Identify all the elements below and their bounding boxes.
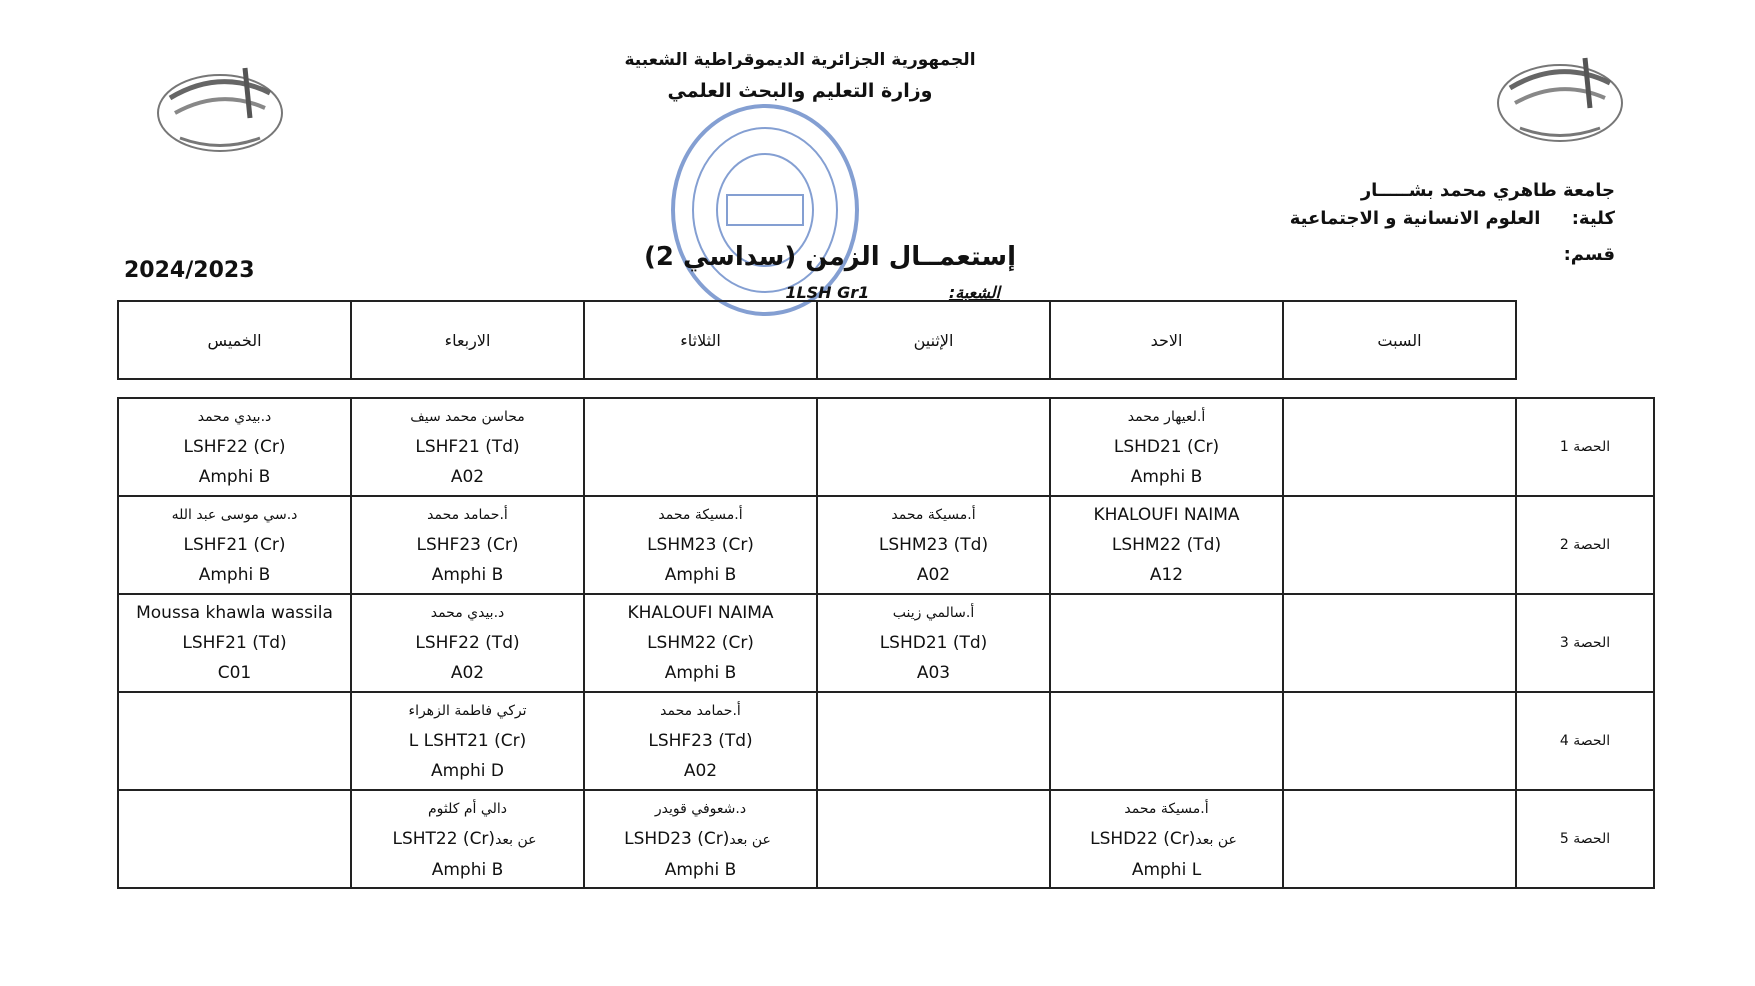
room-name: A02 [450,663,485,683]
teacher-name: KHALOUFI NAIMA [627,603,774,623]
teacher-name: Moussa khawla wassila [136,603,333,623]
course-code: LSHM23 (Td) [878,535,989,555]
days-header [117,300,1517,380]
room-name: Amphi D [431,761,504,781]
room-name: Amphi B [664,565,737,585]
schedule-cell [584,594,817,692]
faculty-line [1290,208,1615,229]
room-name: A02 [450,467,485,487]
teacher-name: KHALOUFI NAIMA [1093,505,1240,525]
day-thursday: الخميس [118,301,351,379]
slot-label: الحصة 3 [1516,594,1654,692]
day-wednesday: الاربعاء [351,301,584,379]
slot-label: الحصة 1 [1516,398,1654,496]
schedule-cell [1050,790,1283,888]
room-name: Amphi B [664,859,737,880]
schedule-cell [1283,398,1516,496]
schedule-cell [817,594,1050,692]
schedule-cell [118,692,351,790]
branch-value: 1LSH [785,283,832,302]
teacher-name: د.بيدي محمد [430,605,505,621]
teacher-name: أ.مسيكة محمد [891,507,976,523]
schedule-row [118,594,1654,692]
remote-label: عن بعد [1195,831,1237,848]
teacher-name: تركي فاطمة الزهراء [408,703,527,719]
course-code: LSHF21 (Cr) [183,535,286,555]
course-code: LSHF22 (Cr) [183,437,286,457]
university-name: جامعة طاهري محمد بشـــــار [1360,180,1615,201]
room-name: A02 [916,565,951,585]
course-line [586,530,815,560]
schedule-cell [1283,790,1516,888]
branch-label: الشعبة: [948,283,1000,302]
room-name: A12 [1149,565,1184,585]
teacher-name: أ.لعيهار محمد [1127,409,1206,425]
course-code: LSHM23 (Cr) [647,535,754,555]
room-name: C01 [217,663,252,683]
course-line [353,726,582,756]
course-line [819,628,1048,658]
course-code: LSHF23 (Cr) [416,535,519,555]
course-code: LSHD21 (Td) [879,633,988,653]
course-code: LSHT22 (Cr) [392,828,496,849]
teacher-name: أ.حمامد محمد [427,507,508,523]
schedule-cell [118,496,351,594]
republic-name: الجمهورية الجزائرية الديموقراطية الشعبية [624,50,976,70]
room-name: Amphi B [198,467,271,487]
course-code: LSHM22 (Cr) [647,633,754,653]
course-line [353,432,582,462]
course-line [586,824,815,855]
course-line [819,530,1048,560]
schedule-grid [117,397,1655,889]
day-saturday: السبت [1283,301,1516,379]
room-name: A02 [683,761,718,781]
schedule-cell [584,692,817,790]
schedule-cell [1050,692,1283,790]
course-code: LSHM22 (Td) [1111,535,1222,555]
schedule-cell [118,398,351,496]
ministry-name: وزارة التعليم والبحث العلمي [667,80,933,102]
group-value: Gr1 [837,283,870,302]
schedule-cell [118,594,351,692]
slot-label: الحصة 2 [1516,496,1654,594]
schedule-cell [1050,594,1283,692]
schedule-cell [1283,692,1516,790]
teacher-name: د.بيدي محمد [197,409,272,425]
teacher-name: د.شعوفي قويدر [654,800,747,817]
schedule-cell [584,398,817,496]
room-name: Amphi B [198,565,271,585]
course-code: LSHF23 (Td) [648,731,753,751]
course-line [120,530,349,560]
teacher-name: دالي أم كلثوم [428,800,507,817]
faculty-label: كلية: [1571,208,1615,229]
schedule-cell [1283,594,1516,692]
schedule-cell [351,398,584,496]
day-monday: الإثنين [817,301,1050,379]
schedule-cell [118,790,351,888]
schedule-cell [351,692,584,790]
course-code: L LSHT21 (Cr) [408,731,527,751]
university-logo-right [1490,48,1630,148]
day-sunday: الاحد [1050,301,1283,379]
room-name: Amphi B [664,663,737,683]
schedule-cell [351,496,584,594]
remote-label: عن بعد [729,831,771,848]
schedule-cell [817,496,1050,594]
course-code: LSHF21 (Td) [182,633,287,653]
day-tuesday: الثلاثاء [584,301,817,379]
course-code: LSHD22 (Cr) [1090,828,1196,849]
schedule-cell [1283,496,1516,594]
faculty-value: العلوم الانسانية و الاجتماعية [1289,208,1541,229]
schedule-cell [817,692,1050,790]
schedule-row [118,496,1654,594]
course-line [1052,530,1281,560]
course-code: LSHD23 (Cr) [624,828,730,849]
schedule-cell [584,790,817,888]
slot-label: الحصة 4 [1516,692,1654,790]
course-line [1052,824,1281,855]
course-line [353,530,582,560]
schedule-cell [1050,496,1283,594]
room-name: Amphi B [431,859,504,880]
schedule-row [118,398,1654,496]
schedule-row [118,692,1654,790]
course-code: LSHF21 (Td) [415,437,520,457]
course-line [586,726,815,756]
department-label: قسم: [1563,244,1615,265]
teacher-name: أ.مسيكة محمد [658,507,743,523]
room-name: A03 [916,663,951,683]
course-line [1052,432,1281,462]
course-line [353,628,582,658]
course-code: LSHD21 (Cr) [1113,437,1220,457]
schedule-cell [584,496,817,594]
teacher-name: محاسن محمد سيف [410,409,525,425]
academic-year: 2024/2023 [124,258,255,283]
remote-label: عن بعد [495,831,537,848]
schedule-cell [351,790,584,888]
course-line [586,628,815,658]
course-line [120,432,349,462]
room-name: Amphi B [1130,467,1203,487]
teacher-name: أ.سالمي زينب [892,605,975,621]
teacher-name: أ.مسيكة محمد [1124,800,1209,817]
schedule-cell [817,398,1050,496]
course-code: LSHF22 (Td) [415,633,520,653]
schedule-cell [1050,398,1283,496]
university-logo-left [150,58,290,158]
schedule-title: إستعمــال الزمن (سداسي 2) [643,242,1017,272]
schedule-cell [817,790,1050,888]
schedule-row [118,790,1654,888]
schedule-cell [351,594,584,692]
teacher-name: أ.حمامد محمد [660,703,741,719]
room-name: Amphi B [431,565,504,585]
slot-label: الحصة 5 [1516,790,1654,888]
room-name: Amphi L [1131,859,1202,880]
course-line [353,824,582,855]
course-line [120,628,349,658]
teacher-name: د.سي موسى عبد الله [171,507,298,523]
